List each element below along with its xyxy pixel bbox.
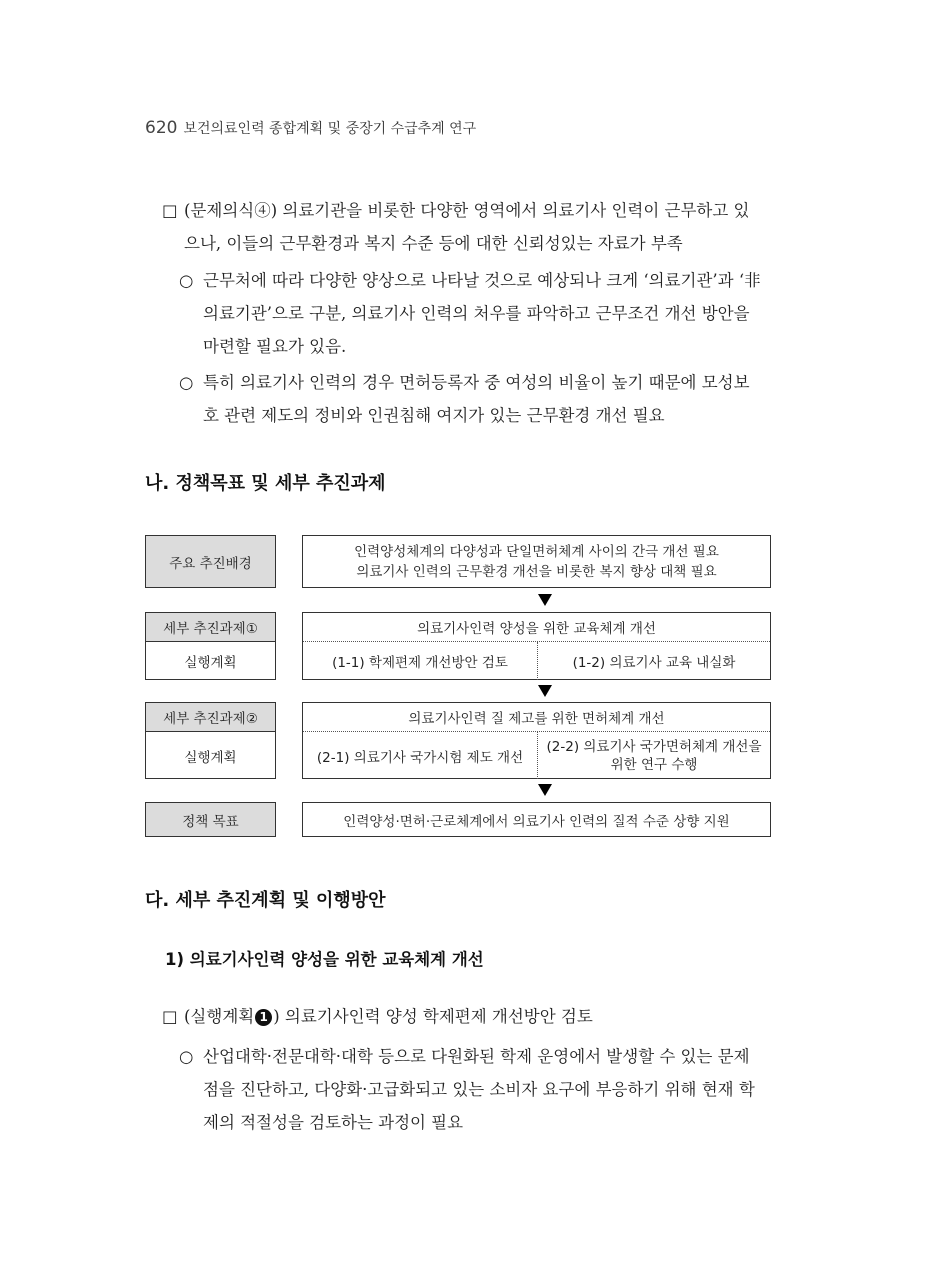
plan2-b <box>538 732 770 779</box>
down-arrow-icon <box>538 594 552 606</box>
plan-sub-line-1: 산업대학·전문대학·대학 등으로 다원화된 학제 운영에서 발생할 수 있는 문제 <box>203 1047 750 1066</box>
task1-left <box>145 612 276 680</box>
sub1-line-3: 마련할 필요가 있음. <box>203 337 347 356</box>
problem-line-1: (문제의식④) 의료기관을 비롯한 다양한 영역에서 의료기사 인력이 근무하고 있 <box>184 201 750 220</box>
down-arrow-icon <box>538 784 552 796</box>
square-bullet: □ <box>162 201 178 220</box>
subsection-heading: 1) 의료기사인력 양성을 위한 교육체계 개선 <box>165 950 484 969</box>
task2-left <box>145 702 276 779</box>
running-header <box>145 118 476 138</box>
problem-line-2: 으나, 이들의 근무환경과 복지 수준 등에 대한 신뢰성있는 자료가 부족 <box>184 234 683 253</box>
circle-bullet: ○ <box>179 1047 194 1066</box>
plan-sub-line-2: 점을 진단하고, 다양화·고급화되고 있는 소비자 요구에 부응하기 위해 현재 학 <box>203 1080 755 1099</box>
sub2-line-2: 호 관련 제도의 정비와 인권침해 여지가 있는 근무환경 개선 필요 <box>203 406 665 425</box>
task1-label: 세부 추진과제① <box>146 613 275 642</box>
book-title: 보건의료인력 종합계획 및 중장기 수급추계 연구 <box>183 121 477 137</box>
sub1-line-2: 의료기관’으로 구분, 의료기사 인력의 처우를 파악하고 근무조건 개선 방안을 <box>203 304 750 323</box>
page-number: 620 <box>145 118 178 138</box>
task2-label: 세부 추진과제② <box>146 703 275 732</box>
plan2-a: (2-1) 의료기사 국가시험 제도 개선 <box>303 732 538 779</box>
section-heading-da: 다. 세부 추진계획 및 이행방안 <box>145 890 386 911</box>
plan-item-suffix: ) 의료기사인력 양성 학제편제 개선방안 검토 <box>273 1007 593 1026</box>
plan1-label: 실행계획 <box>184 655 237 671</box>
task1-right <box>302 612 771 680</box>
down-arrow-icon <box>538 685 552 697</box>
plan2-label: 실행계획 <box>184 749 237 766</box>
plan-sub-line-3: 제의 적절성을 검토하는 과정이 필요 <box>203 1113 464 1132</box>
sub1-line-1: 근무처에 따라 다양한 양상으로 나타날 것으로 예상되나 크게 ‘의료기관’과 ‘非 <box>203 271 761 290</box>
task2-right <box>302 702 771 779</box>
plan-item-line <box>184 1000 593 1033</box>
badge-1-icon: 1 <box>255 1009 272 1026</box>
circle-bullet: ○ <box>179 271 194 290</box>
goal-label: 정책 목표 <box>145 802 276 837</box>
section-heading-na: 나. 정책목표 및 세부 추진과제 <box>145 473 386 494</box>
task2-title: 의료기사인력 질 제고를 위한 면허체계 개선 <box>303 703 770 732</box>
plan1-row <box>303 642 770 680</box>
plan2-b-line-2: 위한 연구 수행 <box>610 756 698 773</box>
circle-bullet: ○ <box>179 373 194 392</box>
background-box <box>302 535 771 588</box>
background-line-1: 인력양성체계의 다양성과 단일면허체계 사이의 간극 개선 필요 <box>354 543 719 560</box>
plan2-row <box>303 732 770 779</box>
background-line-2: 의료기사 인력의 근무환경 개선을 비롯한 복지 향상 대책 필요 <box>356 563 717 580</box>
square-bullet: □ <box>162 1007 178 1026</box>
background-label: 주요 추진배경 <box>145 535 276 588</box>
goal-text: 인력양성·면허·근로체계에서 의료기사 인력의 질적 수준 상향 지원 <box>302 802 771 837</box>
plan1-b: (1-2) 의료기사 교육 내실화 <box>572 655 736 671</box>
sub2-line-1: 특히 의료기사 인력의 경우 면허등록자 중 여성의 비율이 높기 때문에 모성보 <box>203 373 750 392</box>
plan2-b-line-1: (2-2) 의료기사 국가면허체계 개선을 <box>546 738 762 755</box>
plan-item-prefix: (실행계획 <box>184 1007 255 1026</box>
plan1-a: (1-1) 학제편제 개선방안 검토 <box>303 642 538 680</box>
task1-title: 의료기사인력 양성을 위한 교육체계 개선 <box>303 613 770 642</box>
